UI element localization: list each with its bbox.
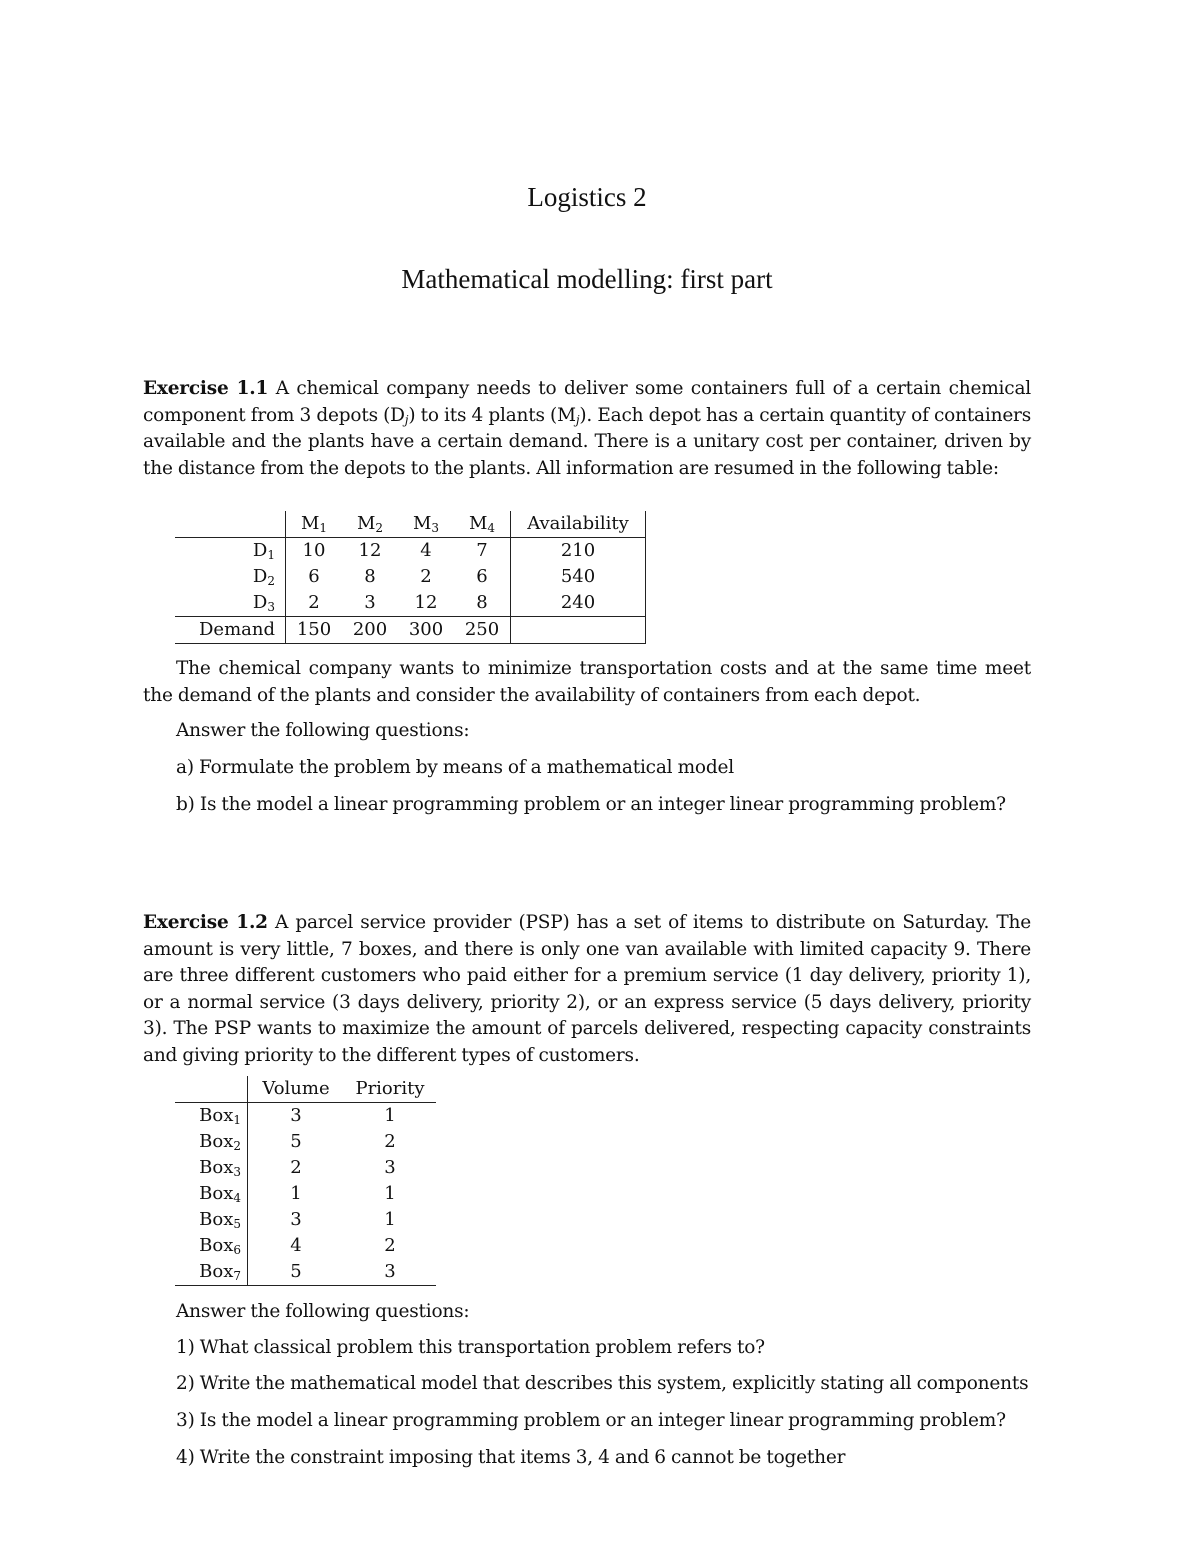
exercise-1-2-question-4: 4) Write the constraint imposing that items 3, 4 and 6 cannot be together [176, 1447, 846, 1468]
table-cell: 540 [511, 564, 646, 590]
box-table-header [175, 1076, 436, 1103]
table-cell: 6 [476, 566, 488, 587]
cost-table [175, 511, 646, 644]
row-label-box1: Box$_1$ [175, 1103, 248, 1130]
table-cell: 2 [384, 1131, 396, 1152]
table-cell: 6 [308, 566, 320, 587]
exercise-1-1-answer-intro: Answer the following questions: [176, 720, 470, 741]
table-cell: 1 [384, 1183, 396, 1204]
table-row [175, 1259, 436, 1286]
table-row [175, 590, 646, 617]
col-header-m1: $M_1$ [286, 511, 343, 538]
table-cell: 10 [302, 540, 326, 561]
table-cell: 8 [454, 590, 511, 617]
table-row [175, 1181, 436, 1207]
exercise-1-2-question-1: 1) What classical problem this transportation problem refers to? [176, 1337, 765, 1358]
document-subtitle: Mathematical modelling: first part [401, 264, 773, 294]
table-row [175, 1155, 436, 1181]
cost-table-corner [175, 511, 286, 538]
table-cell: 1 [384, 1105, 396, 1126]
table-cell: 4 [290, 1235, 302, 1256]
row-label-box7: Box$_7$ [175, 1259, 248, 1286]
table-cell: 1 [290, 1183, 302, 1204]
exercise-1-2-question-3: 3) Is the model a linear programming problem or an integer linear programming problem? [176, 1410, 1006, 1431]
col-header-m4: $M_4$ [454, 511, 511, 538]
row-label-box6: Box$_6$ [175, 1233, 248, 1259]
exercise-1-2-answer-intro: Answer the following questions: [176, 1301, 470, 1322]
table-cell: 3 [384, 1157, 396, 1178]
table-cell: 1 [384, 1209, 396, 1230]
exercise-1-1-heading: Exercise 1.1 [143, 378, 269, 399]
table-row [175, 1129, 436, 1155]
table-cell: 5 [290, 1131, 302, 1152]
col-header-availability: Availability [511, 511, 646, 538]
table-cell: 3 [290, 1105, 302, 1126]
row-label-box2: Box$_2$ [175, 1129, 248, 1155]
demand-row [175, 617, 646, 644]
row-label-d3: $D_3$ [175, 590, 286, 617]
table-cell: 200 [342, 617, 398, 644]
table-row [175, 538, 646, 565]
col-header-volume: Volume [248, 1076, 345, 1103]
table-cell: 4 [420, 540, 432, 561]
exercise-1-1-question-a: a) Formulate the problem by means of a mathematical model [176, 757, 734, 778]
table-row [175, 564, 646, 590]
exercise-1-2-intro: Exercise 1.2 A parcel service provider (PSP) has a set of items to distribute on Saturday. The amount is very little, 7 boxes, and there is only one van available with limited capacity 9. There are three different customers who paid either for a premium service (1 day delivery, priority 1), or a normal service (3 days delivery, priority 2), or an express service (5 days delivery, priority 3). The PSP wants to maximize the amount of parcels delivered, respecting capacity constraints and giving priority to the different types of customers. [143, 912, 1031, 1066]
exercise-1-2-heading: Exercise 1.2 [143, 912, 268, 933]
table-cell: 3 [344, 1259, 436, 1286]
row-label-box5: Box$_5$ [175, 1207, 248, 1233]
row-label-d2: $D_2$ [175, 564, 286, 590]
box-table-corner [175, 1076, 248, 1103]
row-label-box3: Box$_3$ [175, 1155, 248, 1181]
table-row [175, 1103, 436, 1130]
table-row [175, 1207, 436, 1233]
col-header-priority: Priority [344, 1076, 436, 1103]
table-cell: 150 [286, 617, 343, 644]
document-title: Logistics 2 [527, 182, 647, 212]
table-cell: 300 [398, 617, 454, 644]
row-label-d1: $D_1$ [175, 538, 286, 565]
table-cell: 12 [398, 590, 454, 617]
table-cell: 250 [454, 617, 511, 644]
box-table [175, 1076, 436, 1286]
table-cell-empty [511, 617, 646, 644]
cost-table-header [175, 511, 646, 538]
table-cell: 2 [290, 1157, 302, 1178]
exercise-1-2-question-2: 2) Write the mathematical model that describes this system, explicitly stating all components [176, 1373, 1029, 1394]
table-cell: 3 [342, 590, 398, 617]
table-row [175, 1233, 436, 1259]
table-cell: 2 [384, 1235, 396, 1256]
table-cell: 8 [364, 566, 376, 587]
table-cell: 7 [476, 540, 488, 561]
exercise-1-1-question-b: b) Is the model a linear programming problem or an integer linear programming problem? [176, 794, 1006, 815]
table-cell: 2 [286, 590, 343, 617]
table-cell: 3 [290, 1209, 302, 1230]
table-cell: 210 [511, 538, 646, 565]
table-cell: 240 [511, 590, 646, 617]
table-cell: 5 [248, 1259, 345, 1286]
col-header-m3: $M_3$ [398, 511, 454, 538]
exercise-1-1-objective: The chemical company wants to minimize transportation costs and at the same time meet the demand of the plants and consider the availability of containers from each depot. [143, 658, 1031, 706]
col-header-m2: $M_2$ [342, 511, 398, 538]
row-label-box4: Box$_4$ [175, 1181, 248, 1207]
exercise-1-1-intro: Exercise 1.1 A chemical company needs to deliver some containers full of a certain chemical component from 3 depots $(D_j)$ to its 4 plants $(M_j)$. Each depot has a certain quantity of containers available and the plants have a certain demand. There is a unitary cost per container, driven by the distance from the depots to the plants. All information are resumed in the following table: [143, 378, 1031, 479]
table-cell: 12 [358, 540, 382, 561]
row-label-demand: Demand [175, 617, 286, 644]
table-cell: 2 [420, 566, 432, 587]
